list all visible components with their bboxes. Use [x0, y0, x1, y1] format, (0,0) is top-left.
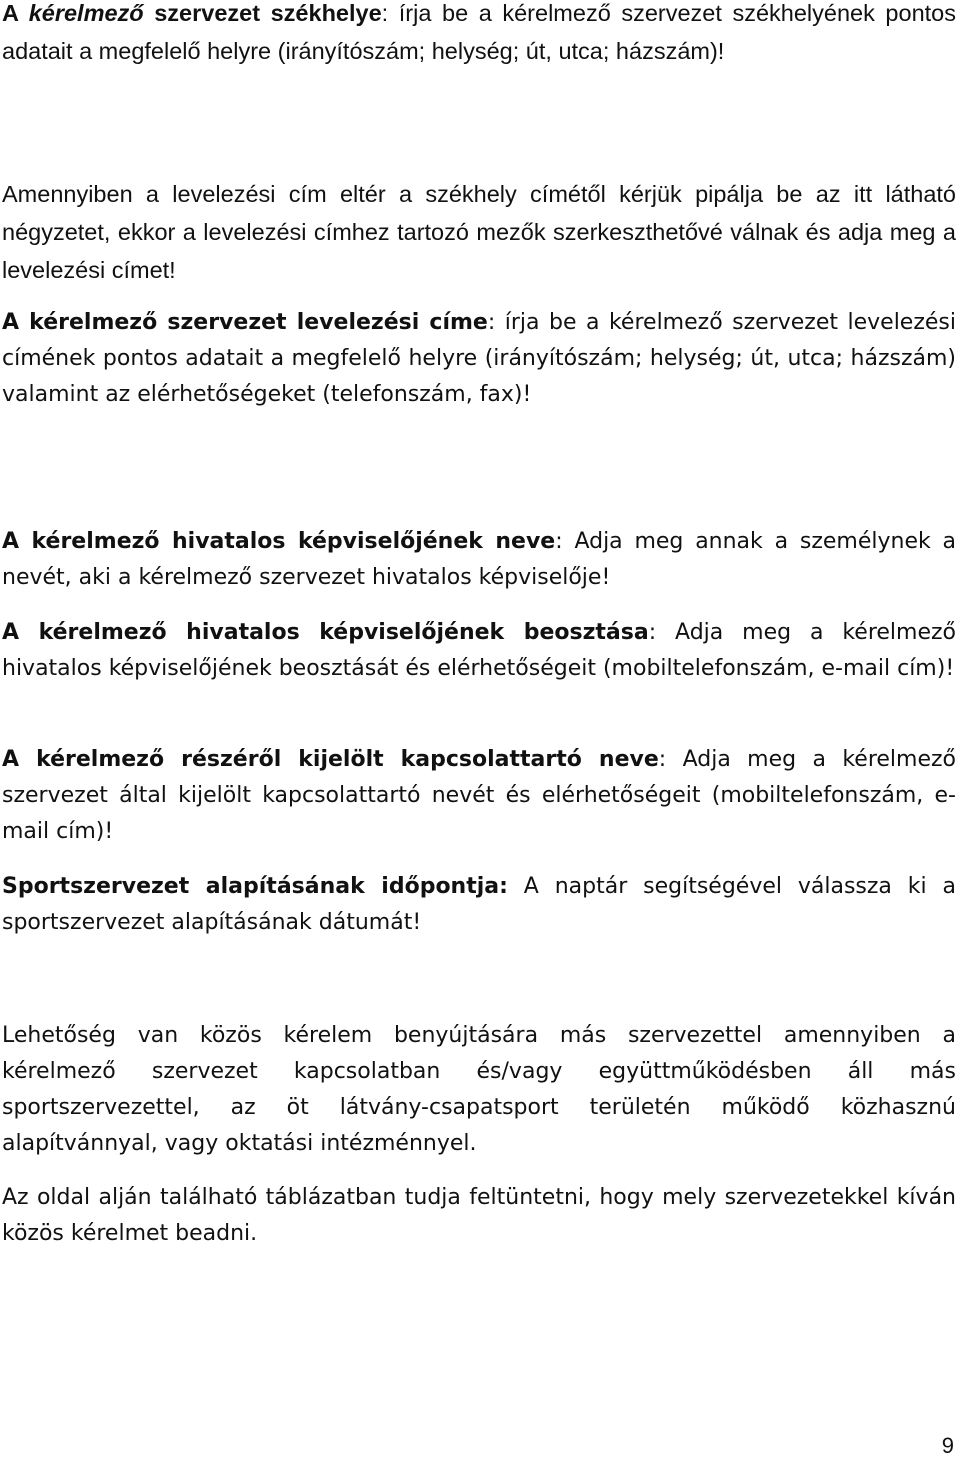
paragraph-mailing-address: A kérelmező szervezet levelezési címe: írja be a kérelmező szervezet levelezési címének pontos adatait a megfelelő helyre (irányítószám; helység; út, utca; házszám) valamint az elérhetőségeket (telefonszám, fax)! — [2, 310, 956, 407]
term-representative-name: A kérelmező hivatalos képviselőjének neve — [2, 529, 556, 554]
term-contact-person: A kérelmező részéről kijelölt kapcsolattartó neve — [2, 747, 659, 772]
term-mailing-address: A kérelmező szervezet levelezési címe — [2, 310, 488, 335]
text-headquarters: írja be a kérelmező szervezet székhelyének pontos adatait a megfelelő helyre (irányítószám; helység; út, utca; házszám)! — [2, 0, 956, 64]
text-representative-position: Adja meg a kérelmező hivatalos képviselőjének beosztását és elérhetőségeit (mobiltelefonszám, e-mail cím)! — [2, 620, 957, 681]
text-representative-name: Adja meg annak a személynek a nevét, aki a kérelmező szervezet hivatalos képviselője! — [2, 529, 957, 590]
paragraph-headquarters: A kérelmező szervezet székhelye: írja be a kérelmező szervezet székhelyének pontos adatait a megfelelő helyre (irányítószám; helység; út, utca; házszám)! — [2, 0, 956, 64]
term-founding-date: Sportszervezet alapításának időpontja: — [2, 874, 508, 899]
term-representative-position: A kérelmező hivatalos képviselőjének beosztása — [2, 620, 649, 645]
text-contact-person: Adja meg a kérelmező szervezet által kijelölt kapcsolattartó nevét és elérhetőségeit (mobiltelefonszám, e-mail cím)! — [2, 747, 957, 844]
term-headquarters: A kérelmező szervezet székhelye — [2, 0, 382, 26]
paragraph-table-note — [2, 1180, 956, 1252]
paragraph-mailing-checkbox — [2, 175, 956, 289]
paragraph-joint-application — [2, 1018, 956, 1162]
paragraph-representative-position: A kérelmező hivatalos képviselőjének beosztása: Adja meg a kérelmező hivatalos képviselőjének beosztását és elérhetőségeit (mobiltelefonszám, e-mail cím)! — [2, 620, 957, 681]
page-number: 9 — [941, 1433, 954, 1458]
text-mailing-checkbox: Amennyiben a levelezési cím eltér a székhely címétől kérjük pipálja be az itt látható négyzetet, ekkor a levelezési címhez tartozó mezők szerkeszthetővé válnak és adja meg a levelezési címet! — [2, 181, 956, 283]
text-joint-application: Lehetőség van közös kérelem benyújtására más szervezettel amennyiben a kérelmező szervezet kapcsolatban és/vagy együttműködésben áll más sportszervezettel, az öt látvány-csapatsport területén működő közhasznú alapítvánnyal, vagy oktatási intézménnyel. — [2, 1023, 956, 1156]
text-mailing-address: írja be a kérelmező szervezet levelezési címének pontos adatait a megfelelő helyre (irányítószám; helység; út, utca; házszám) valamint az elérhetőségeket (telefonszám, fax)! — [2, 310, 956, 407]
text-table-note: Az oldal alján található táblázatban tudja feltüntetni, hogy mely szervezetekkel kíván közös kérelmet beadni. — [2, 1185, 956, 1246]
paragraph-founding-date — [2, 869, 956, 941]
text-founding-date: A naptár segítségével válassza ki a sportszervezet alapításának dátumát! — [2, 874, 956, 935]
paragraph-contact-person: A kérelmező részéről kijelölt kapcsolattartó neve: Adja meg a kérelmező szervezet által kijelölt kapcsolattartó nevét és elérhetőségeit (mobiltelefonszám, e-mail cím)! — [2, 747, 957, 844]
paragraph-representative-name: A kérelmező hivatalos képviselőjének neve: Adja meg annak a személynek a nevét, aki a kérelmező szervezet hivatalos képviselője! — [2, 529, 957, 590]
